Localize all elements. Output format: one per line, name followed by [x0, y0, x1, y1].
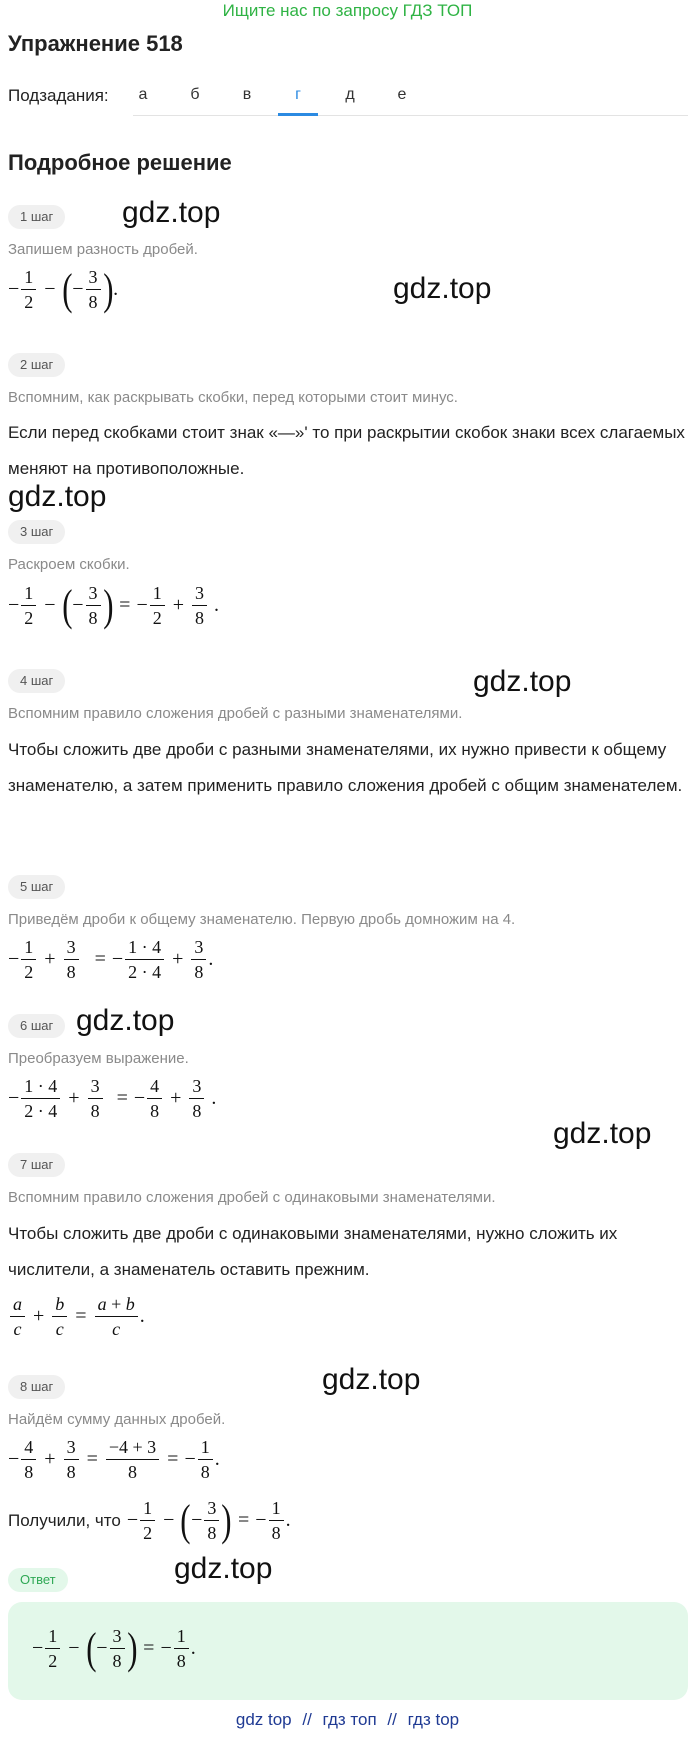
section-title: Подробное решение — [8, 150, 232, 175]
watermark: gdz.top — [76, 1004, 175, 1037]
active-tab-indicator — [278, 113, 318, 116]
footer-links — [0, 1710, 695, 1730]
step-badge-7: 7 шаг — [8, 1153, 65, 1177]
step-5-hint: Приведём дроби к общему знаменателю. Первую дробь домножим на 4. — [8, 911, 516, 928]
step-badge-8: 8 шаг — [8, 1375, 65, 1399]
step-1-formula: − $\frac{1}{2}$ − ( − $\frac{3}{8}$ ) . — [8, 264, 119, 314]
page-title: Упражнение 518 — [8, 31, 183, 56]
step-4-hint: Вспомним правило сложения дробей с разными знаменателями. — [8, 705, 463, 722]
step-8-formula: − $\frac{4}{8}$ + $\frac{3}{8}$ = $\frac{-4 + 3}{8}$ = − $\frac{1}{8}$ . — [8, 1437, 220, 1482]
conclusion-text: Получили, что — [8, 1510, 121, 1530]
step-badge-4: 4 шаг — [8, 669, 65, 693]
footer-separator: // — [387, 1710, 397, 1729]
footer-separator: // — [302, 1710, 312, 1729]
step-6-formula: − $\frac{1 \cdot 4}{2 \cdot 4}$ + $\frac{3}{8}$ = − $\frac{4}{8}$ + $\frac{3}{8}$ . — [8, 1076, 217, 1121]
footer-link-gdz-top[interactable]: gdz top — [235, 1710, 292, 1729]
watermark: gdz.top — [473, 665, 572, 698]
step-badge-3: 3 шаг — [8, 520, 65, 544]
tab-v[interactable]: в — [242, 86, 252, 103]
subtasks-label: Подзадания: — [8, 86, 109, 105]
step-5-formula: − $\frac{1}{2}$ + $\frac{3}{8}$ = − $\frac{1 \cdot 4}{2 \cdot 4}$ + $\frac{3}{8}$ . — [8, 937, 214, 982]
step-badge-6: 6 шаг — [8, 1014, 65, 1038]
subtasks-bar — [8, 80, 688, 116]
step-7-rule: Чтобы сложить две дроби с одинаковыми знаменателями, нужно сложить их числители, а знаменатель оставить прежним. — [8, 1224, 618, 1279]
tab-e[interactable]: е — [397, 86, 407, 103]
step-4-rule: Чтобы сложить две дроби с разными знаменателями, их нужно привести к общему знаменателю, а затем применить правило сложения дробей с общим знаменателем. — [8, 740, 683, 795]
subtasks-tabs — [133, 80, 688, 116]
step-7-formula: $\frac{a}{c}$ + $\frac{b}{c}$ = $\frac{a + b}{c}$ . — [8, 1293, 145, 1340]
watermark: gdz.top — [8, 480, 107, 513]
watermark: gdz.top — [553, 1117, 652, 1150]
step-1-hint: Запишем разность дробей. — [8, 241, 198, 258]
tab-a[interactable]: а — [138, 86, 148, 103]
step-badge-1: 1 шаг — [8, 205, 65, 229]
tab-b[interactable]: б — [190, 86, 200, 103]
step-3-hint: Раскроем скобки. — [8, 556, 130, 573]
answer-badge: Ответ — [8, 1568, 68, 1592]
footer-link-gdz-top-mixed[interactable]: гдз top — [407, 1710, 460, 1729]
step-6-hint: Преобразуем выражение. — [8, 1050, 189, 1067]
search-banner: Ищите нас по запросу ГДЗ ТОП — [222, 1, 473, 20]
watermark: gdz.top — [122, 196, 221, 229]
tab-g[interactable]: г — [295, 86, 301, 103]
watermark: gdz.top — [322, 1363, 421, 1396]
step-3-formula: − $\frac{1}{2}$ − ( − $\frac{3}{8}$ ) = − $\frac{1}{2}$ + $\frac{3}{8}$ . — [8, 580, 219, 630]
step-7-hint: Вспомним правило сложения дробей с одинаковыми знаменателями. — [8, 1189, 496, 1206]
step-8-hint: Найдём сумму данных дробей. — [8, 1411, 226, 1428]
tab-d[interactable]: д — [345, 86, 355, 103]
watermark: gdz.top — [393, 272, 492, 305]
step-2-hint: Вспомним, как раскрывать скобки, перед которыми стоит минус. — [8, 389, 458, 406]
step-badge-2: 2 шаг — [8, 353, 65, 377]
step-2-rule: Если перед скобками стоит знак «—»' то при раскрытии скобок знаки всех слагаемых меняют на противоположные. — [8, 423, 685, 478]
step-badge-5: 5 шаг — [8, 875, 65, 899]
watermark: gdz.top — [174, 1552, 273, 1585]
footer-link-gdz-top-ru[interactable]: гдз топ — [322, 1710, 377, 1729]
step-8-conclusion: Получили, что − $\frac{1}{2}$ − ( − $\frac{3}{8}$ ) = − $\frac{1}{8}$ . — [8, 1495, 291, 1545]
answer-formula: − $\frac{1}{2}$ − ( − $\frac{3}{8}$ ) = − $\frac{1}{8}$ . — [32, 1623, 196, 1673]
